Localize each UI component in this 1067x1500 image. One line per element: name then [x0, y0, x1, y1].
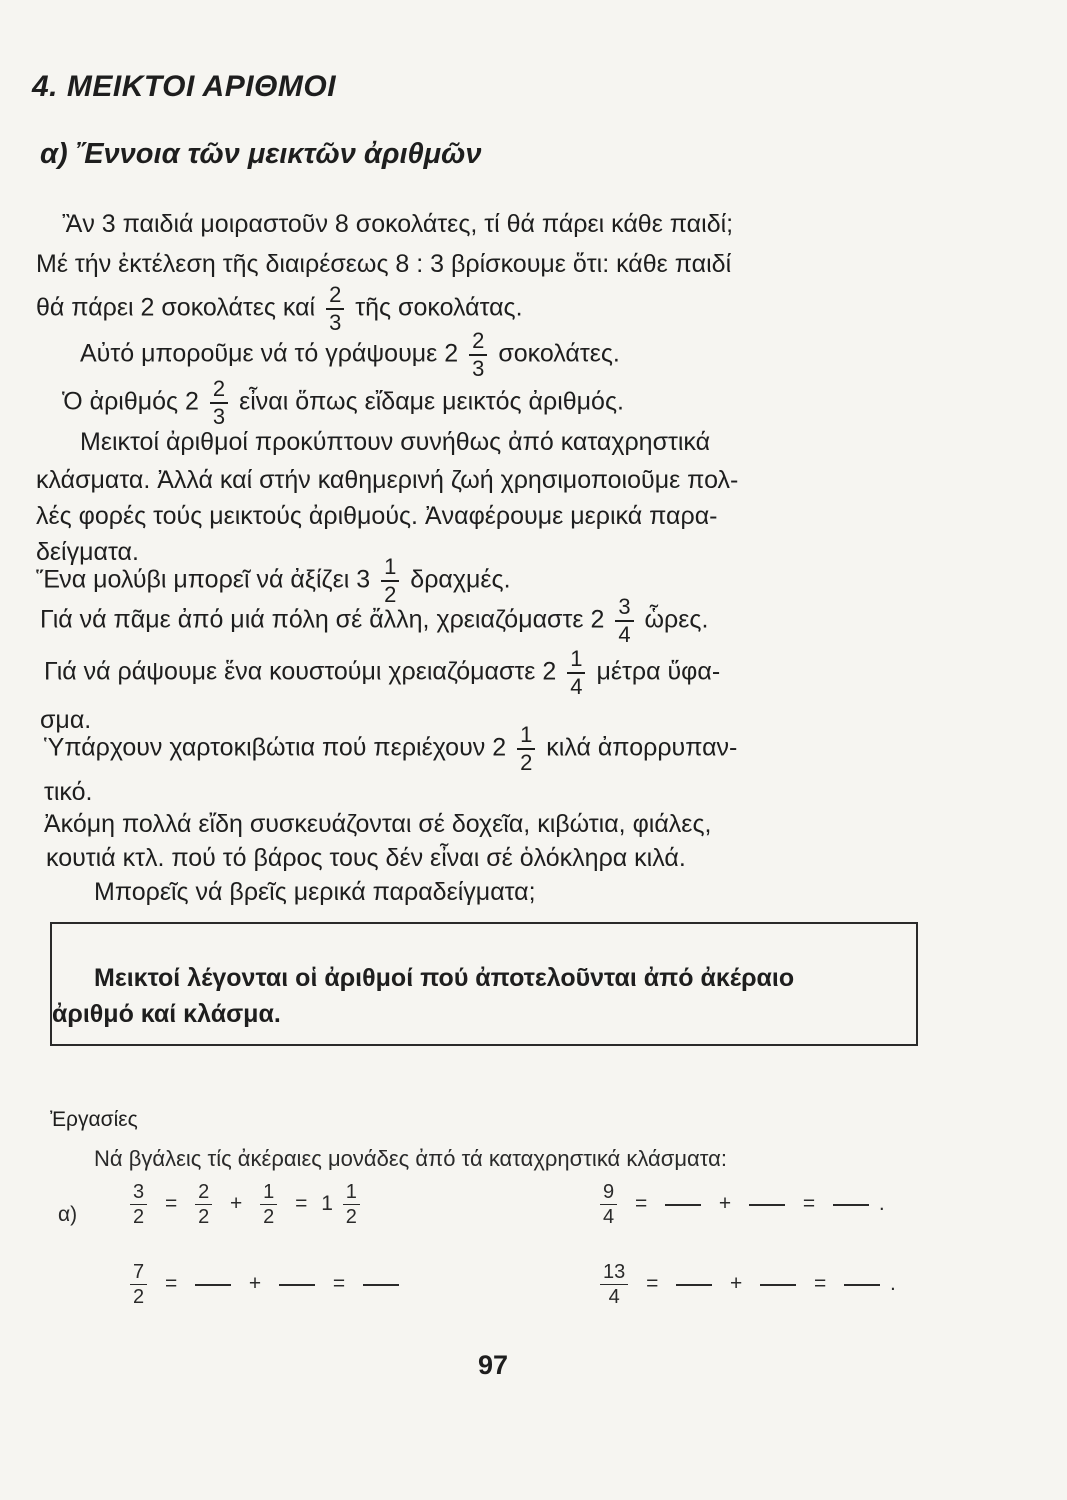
body-line-14 — [44, 724, 737, 774]
denominator: 2 — [133, 1206, 145, 1228]
fraction-two-thirds — [210, 378, 228, 428]
answer-blank[interactable] — [844, 1284, 880, 1286]
exercise-7-over-2 — [126, 1262, 403, 1307]
text-segment: ὧρες. — [644, 605, 709, 634]
numerator: 1 — [381, 556, 399, 582]
equals-sign: = — [164, 1272, 178, 1296]
equals-sign: = — [164, 1192, 178, 1216]
section-title: 4. ΜΕΙΚΤΟΙ ΑΡΙΘΜΟΙ — [32, 70, 337, 103]
text-segment: θά πάρει 2 σοκολάτες καί — [36, 293, 316, 322]
fraction-two-thirds — [469, 330, 487, 380]
denominator: 2 — [198, 1206, 210, 1228]
body-line-11 — [40, 596, 708, 646]
plus-sign: + — [230, 1192, 243, 1216]
answer-blank[interactable] — [665, 1204, 701, 1206]
text-segment: κιλά ἀπορρυπαν- — [546, 733, 738, 762]
whole-number: 1 — [321, 1192, 333, 1216]
numerator: 3 — [615, 596, 633, 622]
denominator: 4 — [603, 1206, 615, 1228]
equals-sign: = — [814, 1272, 827, 1296]
fraction — [260, 1182, 277, 1227]
numerator: 2 — [469, 330, 487, 356]
equals-sign: = — [332, 1272, 346, 1296]
body-line-15: τικό. — [44, 778, 93, 806]
body-line-6: Μεικτοί ἀριθμοί προκύπτουν συνήθως ἀπό καταχρηστικά — [80, 428, 711, 456]
definition-line-1: Μεικτοί λέγονται οἱ ἀριθμοί πού ἀποτελοῦνται ἀπό ἀκέραιο — [94, 964, 795, 992]
exercises-instruction: Νά βγάλεις τίς ἀκέραιες μονάδες ἀπό τά καταχρηστικά κλάσματα: — [94, 1146, 727, 1171]
denominator: 3 — [329, 310, 342, 335]
fraction — [130, 1182, 147, 1227]
plus-sign: + — [248, 1272, 262, 1296]
body-line-8: λές φορές τούς μεικτούς ἀριθμούς. Ἀναφέρουμε μερικά παρα- — [36, 502, 718, 530]
fraction-three-quarters — [615, 596, 633, 646]
exercise-label: α) — [58, 1203, 78, 1226]
equals-sign: = — [646, 1272, 659, 1296]
numerator: 1 — [343, 1182, 360, 1205]
denominator: 4 — [570, 674, 583, 699]
body-line-16: Ἀκόμη πολλά εἴδη συσκευάζονται σέ δοχεῖα, κιβώτια, φιάλες, — [44, 810, 712, 838]
answer-blank[interactable] — [833, 1204, 869, 1206]
body-line-18: Μπορεῖς νά βρεῖς μερικά παραδείγματα; — [94, 878, 536, 906]
body-line-9: δείγματα. — [36, 538, 139, 566]
fraction — [600, 1182, 617, 1227]
numerator: 3 — [130, 1182, 147, 1205]
exercise-9-over-4 — [596, 1182, 885, 1227]
body-line-12 — [44, 648, 720, 698]
answer-blank[interactable] — [749, 1204, 785, 1206]
text-segment: τῆς σοκολάτας. — [355, 293, 523, 322]
denominator: 3 — [472, 356, 485, 381]
exercise-3-over-2 — [126, 1182, 364, 1227]
body-line-7: κλάσματα. Ἀλλά καί στήν καθημερινή ζωή χρησιμοποιοῦμε πολ- — [36, 466, 739, 494]
numerator: 9 — [600, 1182, 617, 1205]
denominator: 4 — [618, 622, 631, 647]
text-segment: μέτρα ὕφα- — [596, 657, 721, 686]
subsection-title: α) Ἔννοια τῶν μεικτῶν ἀριθμῶν — [40, 138, 482, 170]
numerator: 2 — [210, 378, 228, 404]
denominator: 2 — [263, 1206, 275, 1228]
body-line-1: Ἂν 3 παιδιά μοιραστοῦν 8 σοκολάτες, τί θά πάρει κάθε παιδί; — [62, 210, 734, 238]
text-segment: Αὐτό μποροῦμε νά τό γράψουμε 2 — [80, 339, 459, 368]
answer-blank[interactable] — [363, 1284, 399, 1286]
body-line-2: Μέ τήν ἐκτέλεση τῆς διαιρέσεως 8 : 3 βρίσκουμε ὅτι: κάθε παιδί — [36, 250, 732, 278]
fraction — [343, 1182, 360, 1227]
text-segment: Ἕνα μολύβι μπορεῖ νά ἀξίζει 3 — [36, 565, 371, 594]
fraction-one-quarter — [567, 648, 585, 698]
fraction-two-thirds — [326, 284, 344, 334]
fraction-one-half — [517, 724, 535, 774]
text-segment: Γιά νά πᾶμε ἀπό μιά πόλη σέ ἄλλη, χρειαζόμαστε 2 — [40, 605, 605, 634]
definition-box — [50, 922, 918, 1046]
equals-sign: = — [802, 1192, 816, 1216]
answer-blank[interactable] — [195, 1284, 231, 1286]
numerator: 1 — [260, 1182, 277, 1205]
exercises-title: Ἐργασίες — [50, 1108, 138, 1131]
body-line-5 — [62, 378, 624, 428]
period: . — [889, 1272, 896, 1296]
plus-sign: + — [718, 1192, 732, 1216]
body-line-17: κουτιά κτλ. πού τό βάρος τους δέν εἶναι σέ ὁλόκληρα κιλά. — [46, 844, 686, 872]
fraction — [600, 1262, 628, 1307]
page-number: 97 — [478, 1350, 509, 1380]
denominator: 2 — [345, 1206, 357, 1228]
numerator: 1 — [567, 648, 585, 674]
equals-sign: = — [295, 1192, 308, 1216]
answer-blank[interactable] — [279, 1284, 315, 1286]
denominator: 3 — [212, 404, 226, 429]
body-line-3 — [36, 284, 523, 334]
answer-blank[interactable] — [760, 1284, 796, 1286]
body-line-4 — [80, 330, 620, 380]
answer-blank[interactable] — [676, 1284, 712, 1286]
denominator: 4 — [608, 1286, 620, 1308]
plus-sign: + — [730, 1272, 743, 1296]
text-segment: δραχμές. — [410, 565, 511, 594]
fraction — [195, 1182, 212, 1227]
text-segment: εἶναι ὅπως εἴδαμε μεικτός ἀριθμός. — [239, 387, 624, 416]
text-segment: Ὁ ἀριθμός 2 — [62, 387, 199, 416]
body-line-13: σμα. — [40, 706, 92, 734]
numerator: 2 — [195, 1182, 212, 1205]
text-segment: Γιά νά ράψουμε ἕνα κουστούμι χρειαζόμαστε 2 — [44, 657, 557, 686]
period: . — [878, 1192, 885, 1216]
text-segment: σοκολάτες. — [498, 339, 620, 368]
numerator: 2 — [326, 284, 344, 310]
definition-line-2: ἀριθμό καί κλάσμα. — [52, 1000, 281, 1028]
numerator: 7 — [130, 1262, 147, 1285]
equals-sign: = — [634, 1192, 648, 1216]
denominator: 2 — [133, 1286, 145, 1308]
text-segment: Ὑπάρχουν χαρτοκιβώτια πού περιέχουν 2 — [44, 733, 507, 762]
numerator: 1 — [517, 724, 535, 750]
denominator: 2 — [384, 582, 397, 607]
fraction — [130, 1262, 147, 1307]
denominator: 2 — [520, 750, 533, 775]
exercise-13-over-4 — [596, 1262, 896, 1307]
numerator: 13 — [600, 1262, 628, 1285]
